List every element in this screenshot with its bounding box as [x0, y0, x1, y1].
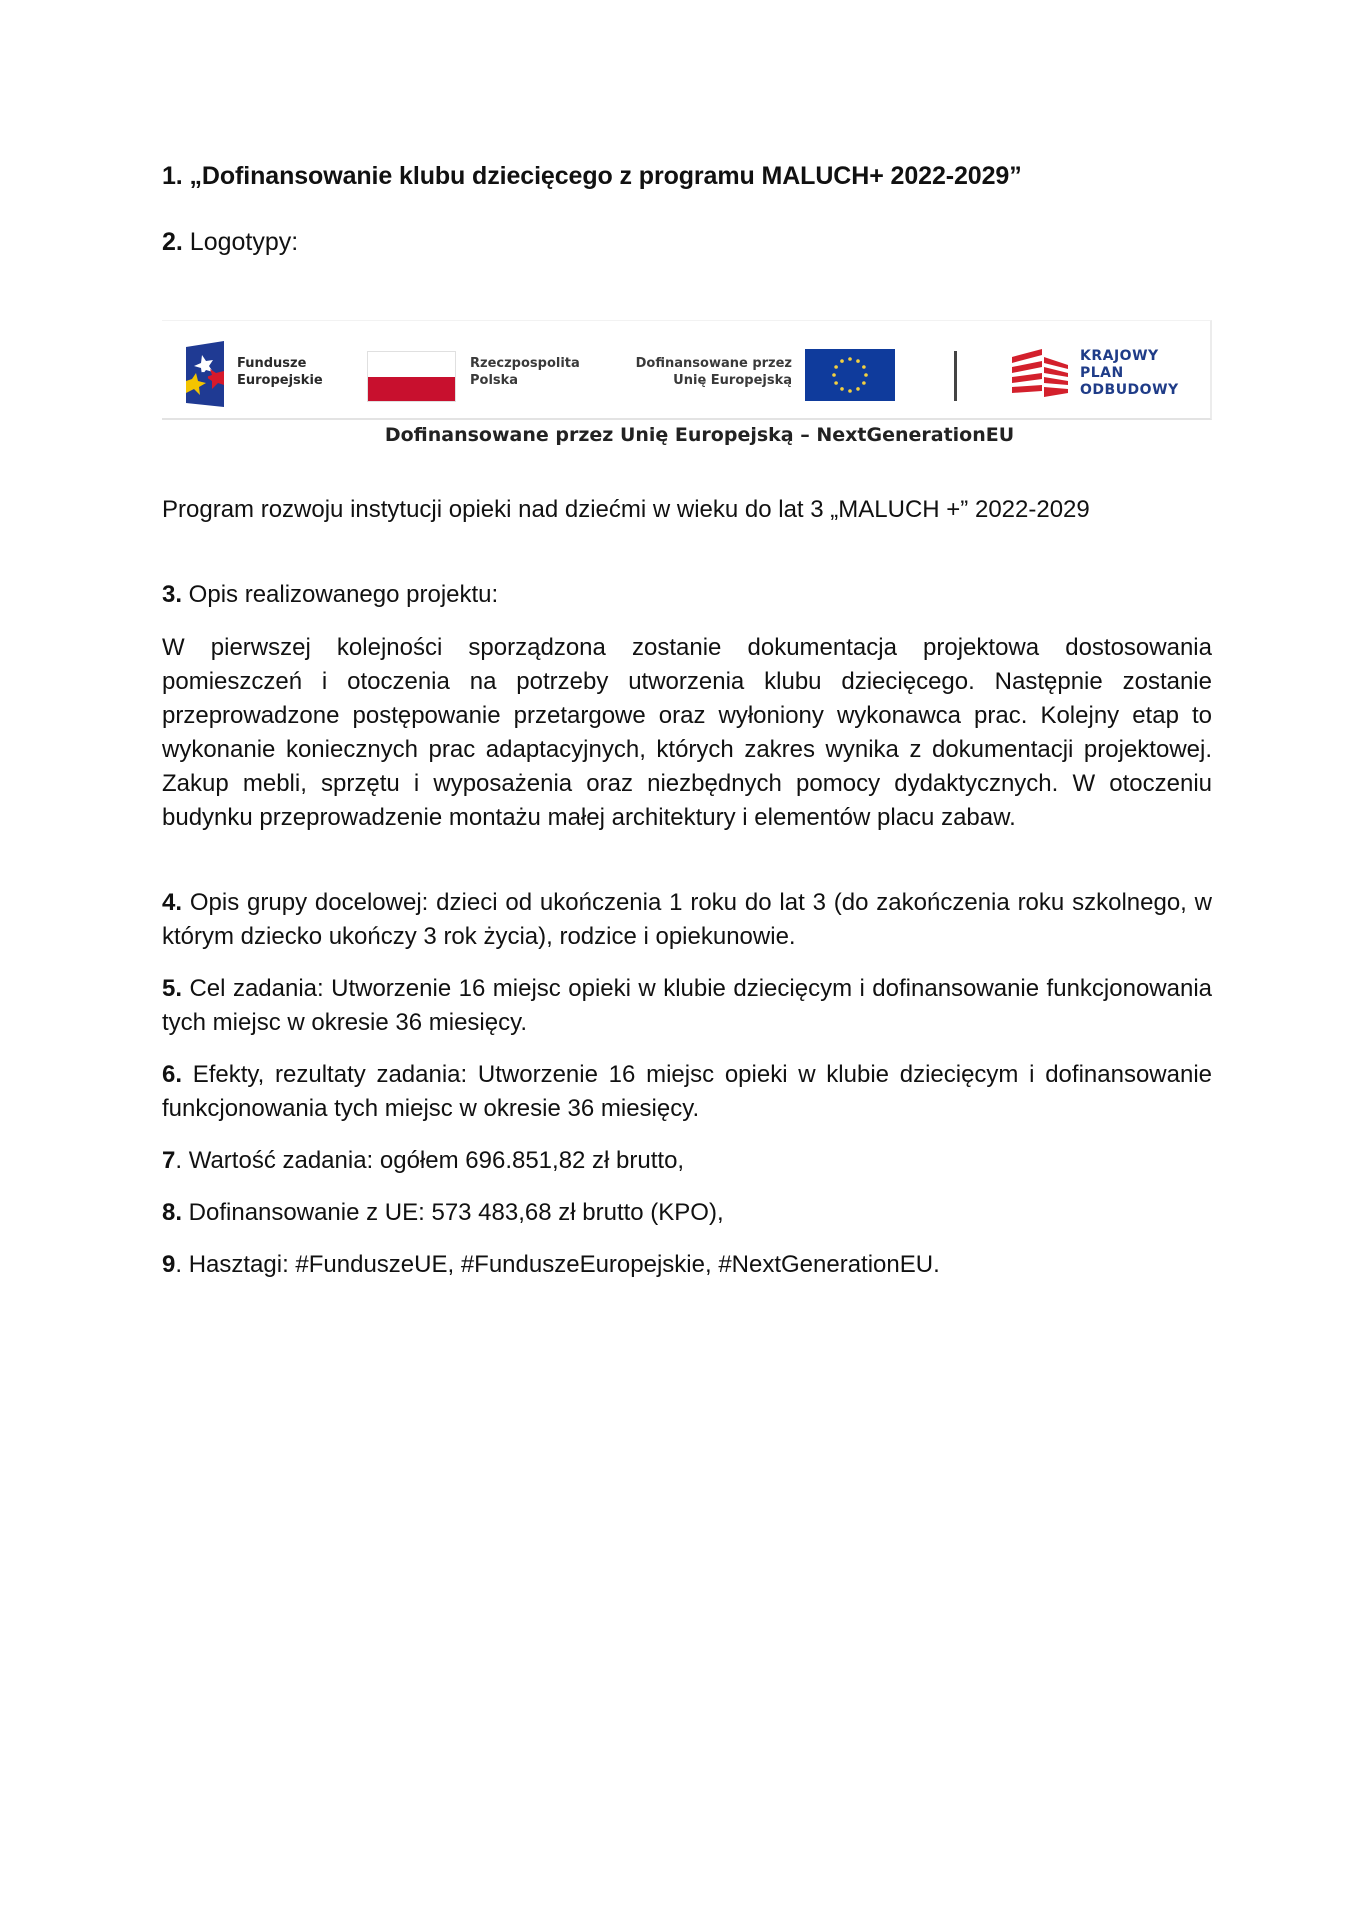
- krajowy-plan-odbudowy-logo-icon: [1012, 349, 1068, 401]
- section-3-number: 3.: [162, 581, 183, 608]
- section-1-text: „Dofinansowanie klubu dziecięcego z programu MALUCH+ 2022-2029”: [189, 162, 1022, 190]
- section-6: [162, 1058, 1212, 1126]
- section-8-number: 8.: [162, 1199, 183, 1226]
- section-3-text: Opis realizowanego projektu:: [182, 581, 499, 608]
- section-9-text: . Hasztagi: #FunduszeUE, #FunduszeEuropejskie, #NextGenerationEU.: [175, 1251, 940, 1278]
- section-2-number: 2.: [162, 228, 183, 256]
- kpo-text: [1080, 348, 1179, 399]
- section-4-number: 4.: [162, 889, 183, 916]
- project-description: W pierwszej kolejności sporządzona zostanie dokumentacja projektowa dostosowania pomieszczeń i otoczenia na potrzeby utworzenia klubu dziecięcego. Następnie zostanie przeprowadzone postępowanie przetargowe oraz wyłoniony wykonawca prac. Kolejny etap to wykonanie koniecznych prac adaptacyjnych, których zakres wynika z dokumentacji projektowej. Zakup mebli, sprzętu i wyposażenia oraz niezbędnych pomocy dydaktycznych. W otoczeniu budynku przeprowadzenie montażu małej architektury i elementów placu zabaw.: [162, 634, 1212, 831]
- section-2-text: Logotypy:: [182, 228, 299, 256]
- section-5: [162, 972, 1212, 1040]
- section-8: [162, 1196, 1212, 1230]
- kpo-line3: ODBUDOWY: [1080, 382, 1179, 398]
- fe-line1: Fundusze: [237, 356, 307, 371]
- polish-flag-icon: [367, 351, 456, 402]
- section-9: [162, 1248, 1212, 1282]
- eu-funding-text: [622, 355, 792, 389]
- program-text: Program rozwoju instytucji opieki nad dziećmi w wieku do lat 3 „MALUCH +” 2022-2029: [162, 496, 1090, 523]
- section-4: [162, 886, 1212, 954]
- section-5-text: Cel zadania: Utworzenie 16 miejsc opieki w klubie dziecięcym i dofinansowanie funkcjonowania tych miejsc w okresie 36 miesięcy.: [162, 975, 1212, 1036]
- section-7: [162, 1144, 1212, 1178]
- fundusze-europejskie-text: [237, 355, 323, 389]
- ue-line2: Unię Europejską: [673, 373, 792, 388]
- section-7-number: 7: [162, 1147, 176, 1174]
- fe-line2: Europejskie: [237, 373, 323, 388]
- kpo-line2: PLAN: [1080, 365, 1124, 381]
- section-8-text: Dofinansowanie z UE: 573 483,68 zł brutto (KPO),: [182, 1199, 724, 1226]
- section-7-text: . Wartość zadania: ogółem 696.851,82 zł brutto,: [175, 1147, 685, 1174]
- logo-caption: Dofinansowane przez Unię Europejską – NextGenerationEU: [384, 424, 1015, 446]
- eu-flag-icon: [805, 349, 895, 401]
- ue-line1: Dofinansowane przez: [635, 356, 792, 371]
- rp-line2: Polska: [470, 373, 519, 388]
- rp-line1: Rzeczpospolita: [470, 356, 580, 371]
- kpo-line1: KRAJOWY: [1080, 348, 1159, 364]
- logo-separator: [954, 351, 957, 401]
- section-2-title: [162, 228, 298, 257]
- section-5-number: 5.: [162, 975, 183, 1002]
- rzeczpospolita-text: [470, 355, 580, 389]
- section-3-title: [162, 578, 1212, 612]
- logo-strip: [162, 320, 1212, 420]
- section-1-number: 1.: [162, 162, 183, 190]
- section-1-title: [162, 162, 1022, 191]
- section-6-number: 6.: [162, 1061, 183, 1088]
- fundusze-europejskie-logo-icon: [182, 341, 226, 407]
- section-4-text: Opis grupy docelowej: dzieci od ukończenia 1 roku do lat 3 (do zakończenia roku szkolnego, w którym dziecko ukończy 3 rok życia), rodzice i opiekunowie.: [162, 889, 1212, 950]
- section-9-number: 9: [162, 1251, 176, 1278]
- section-6-text: Efekty, rezultaty zadania: Utworzenie 16 miejsc opieki w klubie dziecięcym i dofinansowanie funkcjonowania tych miejsc w okresie 36 miesięcy.: [162, 1061, 1212, 1122]
